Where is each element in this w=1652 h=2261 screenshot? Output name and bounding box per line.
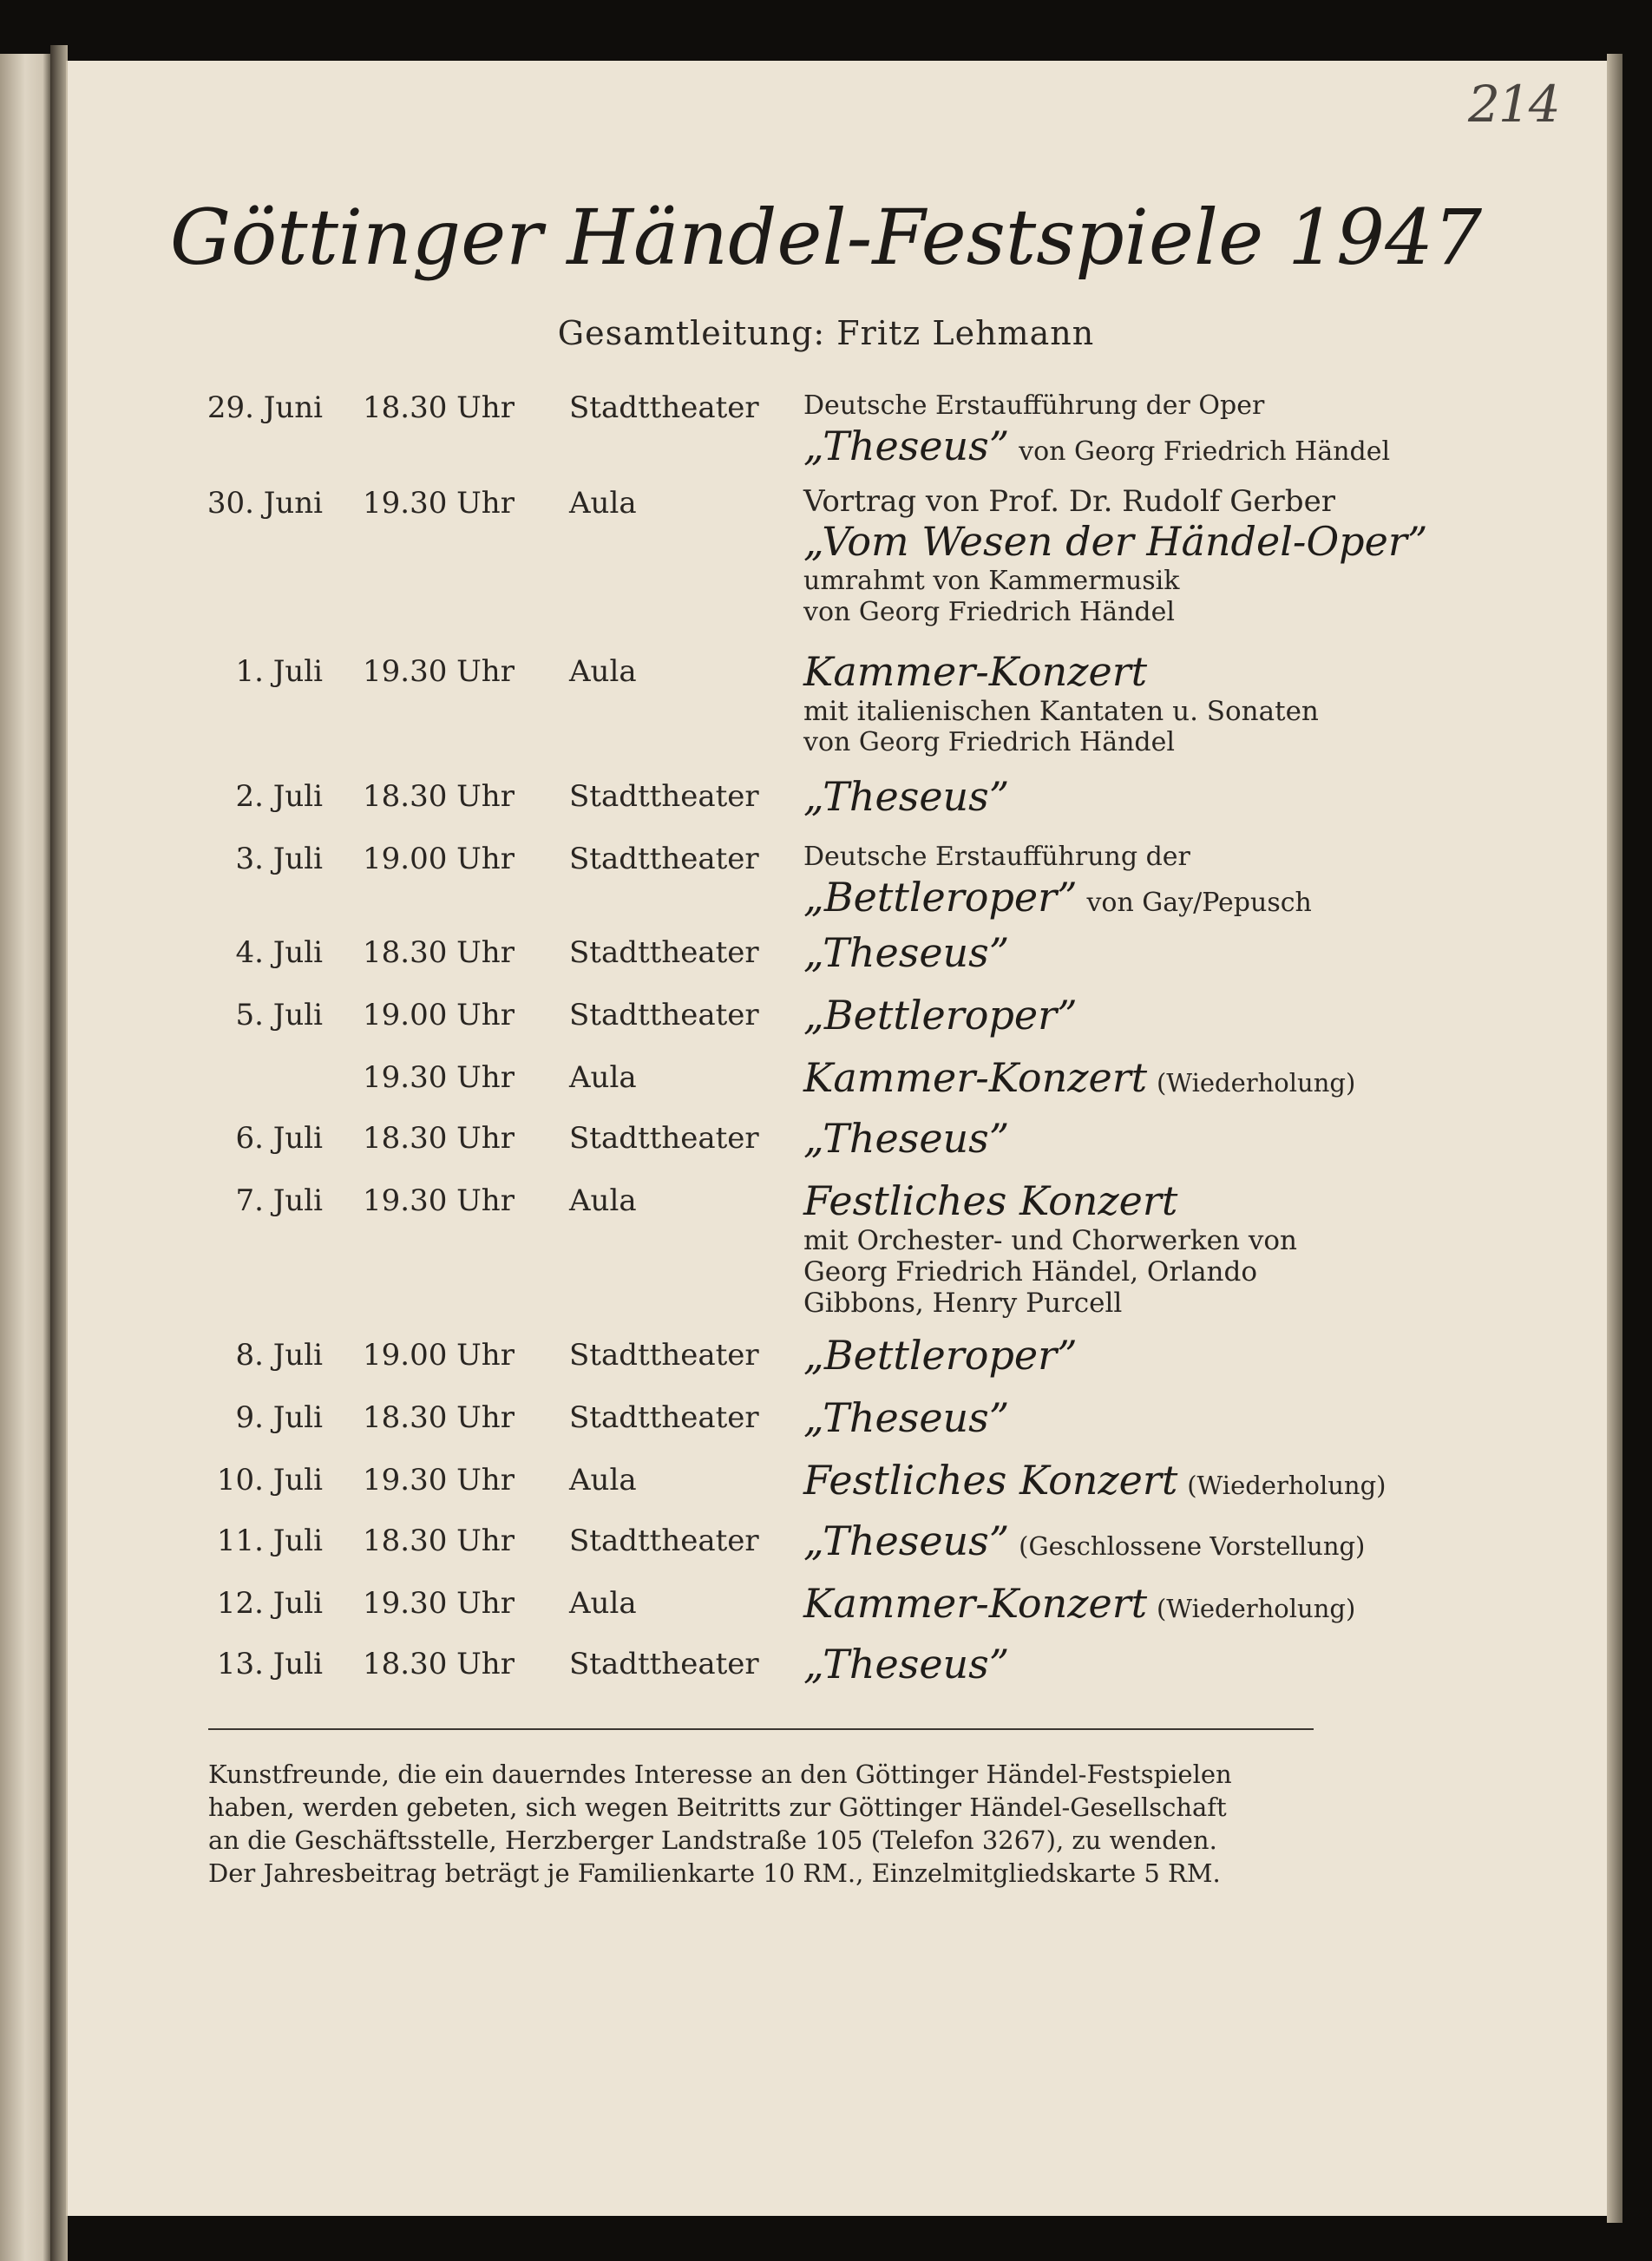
- description-note: (Wiederholung): [1156, 1068, 1356, 1098]
- description-line: umrahmt von Kammermusik: [803, 566, 1180, 596]
- facing-page-edge: [0, 54, 50, 2261]
- row-time: 19.30 Uhr: [363, 486, 515, 521]
- description-text: von Gay/Pepusch: [1086, 888, 1312, 918]
- row-date: 30. Juni: [206, 486, 323, 521]
- row-description: [803, 991, 1610, 1039]
- row-time: 19.00 Uhr: [363, 842, 515, 876]
- row-description: [803, 1579, 1610, 1628]
- work-title: „Theseus”: [803, 1394, 1010, 1441]
- work-title: Festliches Konzert: [803, 1457, 1178, 1504]
- row-venue: Stadttheater: [569, 935, 759, 970]
- row-date: 10. Juli: [216, 1463, 323, 1498]
- work-title: Kammer-Konzert: [803, 1054, 1148, 1101]
- work-title: „Theseus”: [803, 929, 1010, 976]
- description-line: Georg Friedrich Händel, Orlando: [803, 1256, 1258, 1288]
- membership-note-line: an die Geschäftsstelle, Herzberger Landstraße 105 (Telefon 3267), zu wenden.: [208, 1825, 1217, 1855]
- row-venue: Aula: [569, 1463, 637, 1498]
- description-line: von Georg Friedrich Händel: [803, 727, 1175, 757]
- row-venue: Aula: [569, 486, 637, 521]
- work-title: „Theseus”: [803, 423, 1010, 469]
- row-date: 9. Juli: [235, 1400, 323, 1435]
- work-title: „Vom Wesen der Händel-Oper”: [803, 518, 1428, 565]
- row-description: [803, 1517, 1610, 1565]
- description-line: Deutsche Erstaufführung der: [803, 842, 1190, 872]
- row-date: 4. Juli: [235, 935, 323, 970]
- description-line: Vortrag von Prof. Dr. Rudolf Gerber: [803, 484, 1335, 519]
- description-line: Gibbons, Henry Purcell: [803, 1288, 1123, 1319]
- row-time: 19.30 Uhr: [363, 654, 515, 689]
- row-venue: Stadttheater: [569, 1647, 759, 1681]
- row-venue: Aula: [569, 1183, 637, 1218]
- row-description: [803, 647, 1610, 758]
- row-venue: Aula: [569, 654, 637, 689]
- description-line: mit Orchester- und Chorwerken von: [803, 1225, 1297, 1256]
- description-text: von Georg Friedrich Händel: [1019, 436, 1391, 467]
- work-title: Kammer-Konzert: [803, 1580, 1148, 1627]
- row-time: 19.30 Uhr: [363, 1183, 515, 1218]
- work-title: Kammer-Konzert: [803, 648, 1148, 695]
- row-description: [803, 1456, 1610, 1504]
- work-title: „Theseus”: [803, 1517, 1010, 1564]
- membership-note-line: haben, werden gebeten, sich wegen Beitritts zur Göttinger Händel-Gesellschaft: [208, 1792, 1227, 1822]
- row-date: 3. Juli: [235, 842, 323, 876]
- membership-note: [208, 1758, 1319, 1890]
- work-title: „Theseus”: [803, 1641, 1010, 1688]
- row-description: [803, 1114, 1610, 1163]
- row-venue: Stadttheater: [569, 842, 759, 876]
- row-date: 1. Juli: [235, 654, 323, 689]
- row-venue: Stadttheater: [569, 998, 759, 1032]
- row-time: 18.30 Uhr: [363, 1524, 515, 1558]
- row-date: 6. Juli: [235, 1121, 323, 1156]
- work-title: „Theseus”: [803, 1115, 1010, 1162]
- row-venue: Aula: [569, 1586, 637, 1621]
- divider-rule: [208, 1728, 1314, 1730]
- row-venue: Stadttheater: [569, 779, 759, 814]
- row-time: 19.30 Uhr: [363, 1060, 515, 1095]
- row-date: 29. Juni: [206, 390, 323, 425]
- book-gutter: [50, 45, 68, 2261]
- row-time: 19.00 Uhr: [363, 1338, 515, 1373]
- row-venue: Stadttheater: [569, 1338, 759, 1373]
- work-title: „Bettleroper”: [803, 1332, 1078, 1379]
- row-date: 7. Juli: [235, 1183, 323, 1218]
- row-time: 19.30 Uhr: [363, 1586, 515, 1621]
- row-time: 18.30 Uhr: [363, 1400, 515, 1435]
- row-description: [803, 1176, 1610, 1319]
- row-description: [803, 1053, 1610, 1102]
- row-description: [803, 772, 1610, 821]
- row-description: [803, 842, 1610, 921]
- row-time: 18.30 Uhr: [363, 935, 515, 970]
- description-note: (Wiederholung): [1187, 1471, 1386, 1500]
- row-date: 11. Juli: [216, 1524, 323, 1558]
- row-date: 13. Juli: [216, 1647, 323, 1681]
- membership-note-line: Der Jahresbeitrag beträgt je Familienkarte 10 RM., Einzelmitgliedskarte 5 RM.: [208, 1858, 1221, 1888]
- row-date: 2. Juli: [235, 779, 323, 814]
- row-description: [803, 1331, 1610, 1380]
- page-number-handwritten: 214: [1468, 75, 1559, 134]
- row-description: [803, 390, 1610, 470]
- row-time: 18.30 Uhr: [363, 779, 515, 814]
- row-date: 5. Juli: [235, 998, 323, 1032]
- row-time: 18.30 Uhr: [363, 1647, 515, 1681]
- row-time: 19.30 Uhr: [363, 1463, 515, 1498]
- row-venue: Stadttheater: [569, 1121, 759, 1156]
- row-description: [803, 486, 1610, 628]
- work-title: „Theseus”: [803, 773, 1010, 820]
- row-time: 18.30 Uhr: [363, 1121, 515, 1156]
- row-venue: Stadttheater: [569, 1524, 759, 1558]
- description-line: Deutsche Erstaufführung der Oper: [803, 390, 1265, 421]
- description-note: (Wiederholung): [1156, 1594, 1356, 1623]
- page-title: Göttinger Händel-Festspiele 1947: [169, 193, 1483, 282]
- row-date: 12. Juli: [216, 1586, 323, 1621]
- row-description: [803, 1640, 1610, 1688]
- row-description: [803, 1393, 1610, 1442]
- description-line: von Georg Friedrich Händel: [803, 597, 1175, 627]
- row-time: 18.30 Uhr: [363, 390, 515, 425]
- row-venue: Stadttheater: [569, 390, 759, 425]
- page-subtitle: Gesamtleitung: Fritz Lehmann: [557, 314, 1095, 352]
- row-time: 19.00 Uhr: [363, 998, 515, 1032]
- description-note: (Geschlossene Vorstellung): [1019, 1531, 1366, 1561]
- work-title: Festliches Konzert: [803, 1177, 1178, 1224]
- row-description: [803, 928, 1610, 977]
- membership-note-line: Kunstfreunde, die ein dauerndes Interesse an den Göttinger Händel-Festspielen: [208, 1760, 1232, 1789]
- work-title: „Bettleroper”: [803, 874, 1078, 921]
- row-venue: Stadttheater: [569, 1400, 759, 1435]
- row-date: 8. Juli: [235, 1338, 323, 1373]
- description-line: mit italienischen Kantaten u. Sonaten: [803, 696, 1319, 727]
- work-title: „Bettleroper”: [803, 992, 1078, 1039]
- row-venue: Aula: [569, 1060, 637, 1095]
